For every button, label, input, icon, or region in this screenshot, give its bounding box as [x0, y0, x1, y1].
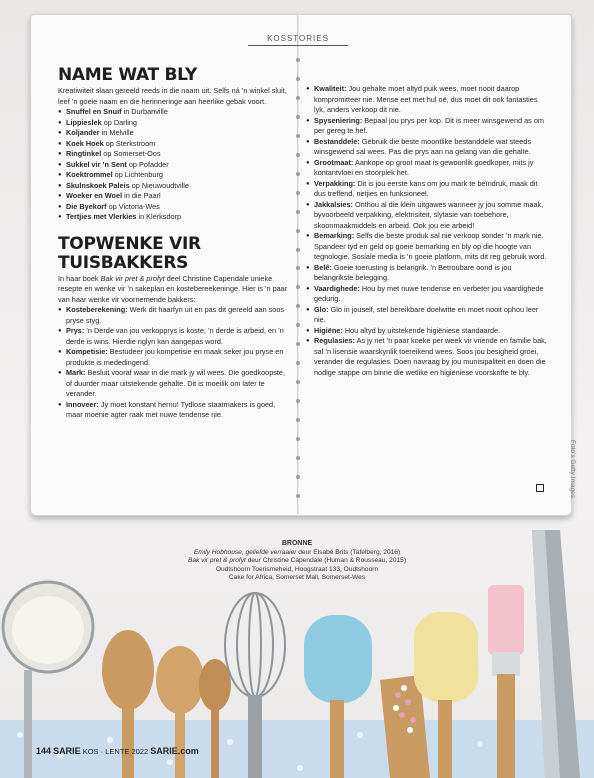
bakery-name-item-term: Koek Hoek	[66, 138, 104, 148]
bakery-name-item-term: Snuffel en Snuif	[66, 107, 122, 116]
bakery-name-item-term: Sukkel vir ’n Sent	[66, 159, 127, 169]
binding-hole	[296, 77, 300, 81]
binding-hole	[296, 361, 300, 365]
tip-item-text: Bestudeer jou kompetisie en maak seker jou pryse en produkte is mededingend.	[66, 347, 284, 367]
tip-item-term: Mark:	[66, 368, 86, 377]
magazine-name: SARIE	[53, 746, 81, 756]
bakery-name-item-text: in Klerksdorp	[136, 212, 182, 221]
tip-item-text: Goeie toerusting is belangrik. ’n Betroubare oond is jou belangrikste belegging.	[314, 262, 512, 282]
binding-hole	[296, 96, 300, 100]
tip-item	[306, 231, 550, 263]
website-link[interactable]: SARIE.com	[150, 746, 199, 756]
binding-hole	[296, 134, 300, 138]
tip-item-term: Regulasies:	[314, 336, 355, 345]
bakery-name-item-term: Skulnskoek Paleis	[66, 180, 130, 190]
tip-item-term: Innoveer:	[66, 399, 99, 409]
binding-hole	[296, 191, 300, 195]
bakery-name-item-term: Ringtinkel	[66, 149, 102, 158]
tip-item-term: Kosteberekening:	[66, 305, 128, 314]
bakery-name-item-text: op Pofadder	[126, 159, 169, 169]
source-line-4: Cake for Africa, Somerset Mall, Somerset-Wes	[228, 574, 366, 582]
tip-item-text: Onthou al die klein uitgawes wanneer jy jou somme maak, byvoorbeeld verpakking, elektrisiteit, slytasie van toebehore, skoonmaakmiddels en arbeid. Ook jou eie arbeid!	[314, 199, 544, 230]
tip-item-text: Bepaal jou prys per kop. Dit is meer winsgewend as om per gereg te hef.	[314, 115, 544, 135]
binding-hole	[296, 304, 300, 308]
sources-title: BRONNE	[281, 540, 313, 547]
tip-item	[306, 263, 550, 284]
binding-hole	[296, 285, 300, 289]
tip-item-text: Aankope op groot maat is gewoonlik goedkoper, mits jy kontantvloei en stoorplek het.	[314, 157, 534, 177]
left-column	[58, 66, 290, 421]
bakery-name-item	[58, 170, 290, 181]
binding-hole	[296, 456, 300, 460]
tips-heading: TOPWENKE VIR TUISBAKKERS	[58, 233, 201, 273]
tip-item-text: Gebruik die beste moontlike bestanddele wat steeds winsgewend sal wees. Pas die prys aan na gelang van die gehalte.	[314, 136, 532, 156]
tip-item-term: Bemarking:	[314, 231, 355, 240]
page-footer	[36, 746, 199, 756]
source-line-2	[150, 557, 444, 566]
binding-hole	[296, 229, 300, 233]
tip-item-text: Selfs die beste produk sal nie verkoop sonder ’n mark nie. Spandeer tyd en geld op goeie bemarking en bly op die hoogte van tegnologie. Sosiale media is ’n goeie platform, mits dit reg gebruik word.	[314, 231, 547, 261]
tip-item-text: Jou gehalte moet altyd puik wees, moet nooit daarop kompromitteer nie. Mense eet met hul oë, dus moet dit ook fantasties lyk, anders verkoop dit nie.	[314, 84, 538, 114]
tip-item	[58, 400, 290, 421]
source-2-title: Bak vir pret & profyt	[187, 557, 246, 565]
tip-item-text: Dit is jou eerste kans om jou mark te beïndruk, maak dit dus treffend, netjies en funksioneel.	[314, 178, 538, 198]
binding-hole	[296, 342, 300, 346]
binding-hole	[296, 380, 300, 384]
sources-box	[150, 540, 444, 583]
tip-item	[306, 326, 550, 337]
bakery-name-item-term: Die Byekorf	[66, 201, 107, 211]
tip-item	[58, 368, 290, 400]
bakery-name-item	[58, 139, 290, 150]
tip-item-term: Belê:	[314, 262, 332, 272]
bakery-name-item	[58, 160, 290, 171]
tip-item-term: Kompetisie:	[66, 347, 108, 356]
tip-item	[306, 158, 550, 179]
bakery-name-item	[58, 128, 290, 139]
page-number: 144	[36, 746, 52, 756]
bakery-name-item-text: in Durbanville	[121, 107, 168, 116]
names-list	[58, 107, 290, 223]
source-line-1	[150, 549, 444, 558]
binding-hole	[296, 115, 300, 119]
tip-item	[58, 305, 290, 326]
bakery-name-item-text: op Victoria-Wes	[106, 201, 160, 211]
tips-intro	[58, 274, 290, 306]
binding-hole	[296, 475, 300, 479]
binding-hole	[296, 418, 300, 422]
bakery-name-item-text: in Melville	[99, 128, 134, 137]
tip-item-term: Kwaliteit:	[314, 84, 347, 93]
bakery-name-item-text: op Nieuwoudtville	[129, 180, 189, 190]
tip-item	[306, 305, 550, 326]
tip-item-text: Hou by met nuwe tendense en verbeter jou vaardighede gedurig.	[314, 283, 544, 303]
source-2-rest: deur Christine Capendale (Human & Rousseau, 2015)	[245, 557, 407, 565]
tip-item-text: As jy net ’n paar koeke per week vir vriende en familie bak, sal ’n lisensie waarskynlik toereikend wees. Soos jou besigheid groei, verander die regulasies. Doen navraag by jou munisipaliteit en doen die nodige stappe om binne die wetlike en higiëniese voorskrifte te bly.	[314, 336, 547, 377]
bakery-name-item	[58, 118, 290, 129]
end-mark-icon	[536, 484, 544, 492]
bakery-name-item-text: op Lichtenburg	[112, 170, 163, 179]
bakery-name-item-term: Lippieslek	[66, 117, 102, 127]
binding-hole	[296, 248, 300, 252]
bakery-name-item	[58, 202, 290, 213]
tip-item-term: Spyseniering:	[314, 115, 363, 125]
binding-holes	[294, 58, 302, 498]
bakery-name-item-term: Koljander	[66, 128, 100, 137]
tip-item-text: Jy moet konstant hernu! Tydlose staatmakers is goed, maar moenie agter raak met nuwe tendense nie.	[66, 399, 276, 419]
tip-item	[306, 84, 550, 116]
binding-hole	[296, 437, 300, 441]
bakery-name-item-text: op Somerset-Oos	[101, 149, 161, 158]
tip-item-term: Jakkalsies:	[314, 199, 353, 209]
tip-item	[306, 284, 550, 305]
bakery-name-item	[58, 191, 290, 202]
tips-list-right	[306, 84, 550, 378]
bakery-name-item-term: Tertjies met Vlerkies	[66, 212, 137, 221]
source-line-3: Oudtshoorn Toerismeheid, Hoogstraat 133, Oudtshoorn	[215, 565, 379, 573]
book-title: Bak vir pret & profyt	[100, 273, 165, 283]
bakery-name-item-term: Koektrommel	[66, 170, 113, 179]
binding-hole	[296, 210, 300, 214]
tip-item	[306, 179, 550, 200]
names-intro: Kreatiwiteit slaan gereeld reeds in die naam uit. Selfs ná ’n winkel sluit, leef ’n goeie naam en die herinneringe aan heerlike gebak voort.	[58, 86, 287, 106]
right-column	[306, 84, 550, 378]
tip-item-term: Prys:	[66, 326, 85, 335]
bakery-name-item	[58, 107, 290, 118]
tip-item	[306, 336, 550, 378]
tip-item-text: Werk dit haarfyn uit en pas dit gereeld aan soos pryse styg.	[66, 305, 285, 325]
section-label: KOSSTORIES	[248, 34, 348, 46]
bakery-name-item-text: op Sterkstroom	[103, 138, 156, 148]
source-1-title: Emily Hobhouse, geliefde verraaier	[193, 548, 297, 556]
issue-label: KOS · LENTE 2022	[80, 747, 151, 756]
tip-item	[58, 326, 290, 347]
tip-item	[306, 116, 550, 137]
tips-list-left	[58, 305, 290, 421]
tip-item	[306, 137, 550, 158]
bakery-name-item-text: op Darling	[101, 117, 137, 127]
tip-item-term: Bestanddele:	[314, 136, 360, 146]
binding-hole	[296, 172, 300, 176]
names-heading: NAME WAT BLY	[58, 65, 198, 85]
tip-item	[306, 200, 550, 232]
tip-item-term: Higiëne:	[314, 325, 343, 335]
tip-item-text: Hou altyd by uitstekende higiëniese standaarde.	[342, 325, 501, 335]
bakery-name-item	[58, 212, 290, 223]
tip-item-term: Verpakking:	[314, 178, 356, 188]
tips-intro-start: In haar boek	[58, 273, 101, 283]
binding-hole	[296, 266, 300, 270]
tip-item-term: Glo:	[314, 304, 329, 314]
binding-hole	[296, 399, 300, 403]
tip-item-text: Glo in jouself, stel bereikbare doelwitte en moet nooit ophou leer nie.	[314, 304, 539, 324]
tip-item	[58, 347, 290, 368]
tip-item-text: Besluit vooraf waar in die mark jy wil wees. Die goedkoopste, of duurder maar uitstekende gehalte. Dit is moeilik om later te verander.	[66, 368, 286, 398]
tips-intro-end: deel Christine Capendale unieke resepte en wenke vir ’n sakeplan en kostebereekeninge. Hier is ’n paar van haar wenke vir voornemende bakkers:	[58, 273, 288, 304]
bakery-name-item	[58, 149, 290, 160]
bakery-name-item-text: in die Paarl	[122, 191, 161, 200]
binding-hole	[296, 323, 300, 327]
binding-hole	[296, 58, 300, 62]
photo-credit: Foto’s Getty Images	[569, 440, 576, 499]
source-1-rest: deur Elsabé Brits (Tafelberg, 2016)	[296, 548, 401, 556]
tip-item-term: Vaardighede:	[314, 283, 360, 293]
tip-item-term: Grootmaat:	[314, 157, 354, 167]
bakery-name-item	[58, 181, 290, 192]
bakery-name-item-term: Woeker en Woel	[66, 191, 123, 200]
tip-item-text: ’n Derde van jou verkopprys is koste, ’n derde is arbeid, en ’n derde is wins. Hierdie riglyn kan aangepas word.	[66, 326, 284, 346]
binding-hole	[296, 153, 300, 157]
binding-hole	[296, 494, 300, 498]
